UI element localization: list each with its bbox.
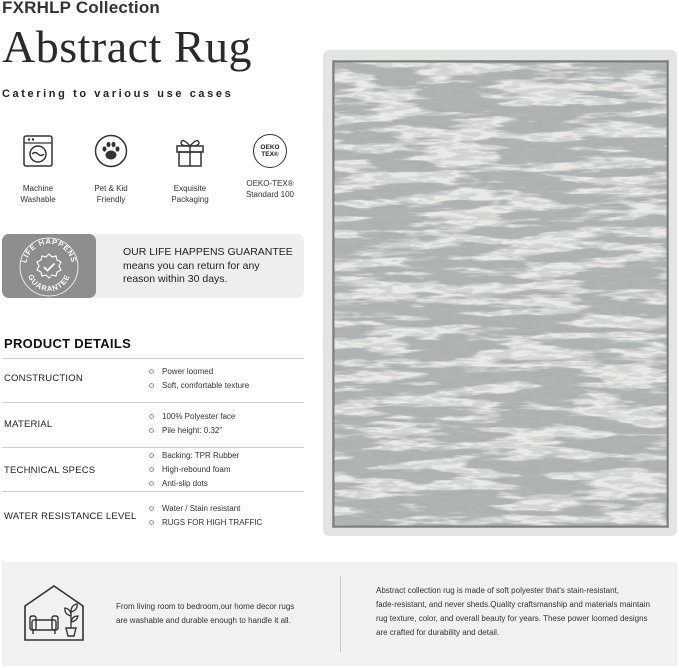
detail-item-text: Water / Stain resistant (162, 504, 241, 513)
product-details-title: PRODUCT DETAILS (4, 336, 132, 351)
detail-label-technical-specs: TECHNICAL SPECS (4, 465, 96, 476)
bullet-icon (149, 520, 154, 525)
abstract-rug-pattern (333, 61, 668, 527)
oeko-tex-icon (253, 134, 287, 168)
svg-text:GUARANTEE (26, 273, 72, 293)
detail-item-text: Pile height: 0.32" (162, 426, 223, 435)
detail-item-text: High-rebound foam (162, 465, 231, 474)
tex-text: TEX® (261, 151, 279, 158)
brand-name: FXRHLP Collection (2, 0, 160, 17)
detail-item (149, 367, 213, 376)
guarantee-line1: OUR LIFE HAPPENS GUARANTEE (123, 246, 293, 258)
feature-label-line2: Standard 100 (245, 190, 295, 199)
divider (2, 447, 304, 448)
feature-label-line1: Exquisite (173, 184, 207, 193)
tagline: Catering to various use cases (2, 88, 234, 100)
detail-item (149, 381, 249, 390)
bottom-info-panel (2, 562, 677, 666)
divider (2, 491, 304, 492)
detail-item-text: RUGS FOR HIGH TRAFFIC (162, 518, 263, 527)
detail-item-text: Backing: TPR Rubber (162, 451, 240, 460)
badge-bottom-text: GUARANTEE (26, 272, 72, 294)
bullet-icon (149, 369, 154, 374)
detail-item-text: Power loomed (162, 367, 214, 376)
washing-machine-icon (21, 134, 55, 168)
guarantee-badge (2, 234, 96, 298)
feature-label-line2: Washable (20, 195, 56, 204)
feature-label-line2: Friendly (96, 195, 126, 204)
bullet-icon (149, 481, 154, 486)
page-title: Abstract Rug (2, 21, 253, 72)
svg-text:LIFE HAPPENS (19, 237, 78, 264)
bottom-right-text (376, 584, 666, 640)
bottom-right-line3: rug texture, color, and overall beauty for years. These power loomed designs (376, 614, 648, 623)
detail-label-material: MATERIAL (4, 419, 53, 430)
feature-label-line1: Machine (22, 184, 54, 193)
bullet-icon (149, 453, 154, 458)
bullet-icon (149, 428, 154, 433)
bullet-icon (149, 414, 154, 419)
bottom-left-line1: From living room to bedroom,our home decor rugs (116, 602, 295, 611)
guarantee-panel (2, 234, 304, 298)
divider (340, 576, 341, 652)
rug-image (332, 60, 669, 528)
detail-item-text: Anti-slip dots (162, 479, 208, 488)
feature-label-line1: OEKO-TEX® (246, 179, 294, 188)
gift-box-icon (173, 134, 207, 168)
home-sofa-plant-icon (22, 582, 86, 642)
detail-label-water-resistance: WATER RESISTANCE LEVEL (4, 511, 137, 522)
bullet-icon (149, 467, 154, 472)
divider (2, 402, 304, 403)
bottom-left-text (116, 600, 326, 628)
detail-item (149, 426, 222, 435)
guarantee-text (123, 246, 298, 287)
detail-item (149, 465, 230, 474)
feature-pet-kid-friendly (75, 134, 147, 205)
feature-list (2, 134, 302, 214)
feature-exquisite-packaging (154, 134, 226, 205)
guarantee-line2: means you can return for any (123, 259, 260, 272)
bottom-right-line2: fade-resistant, and never sheds.Quality craftsmanship and materials maintain (376, 600, 650, 609)
guarantee-line3: reason within 30 days. (123, 273, 228, 285)
detail-item (149, 412, 235, 421)
rug-image-frame (323, 50, 677, 536)
detail-label-construction: CONSTRUCTION (4, 373, 83, 384)
detail-item-text: 100% Polyester face (162, 412, 236, 421)
bottom-left-line2: are washable and durable enough to handle it all. (116, 616, 291, 625)
feature-label-line2: Packaging (171, 195, 209, 204)
bottom-right-line1: Abstract collection rug is made of soft polyester that's stain-resistant, (376, 586, 619, 595)
feature-machine-washable (2, 134, 74, 205)
bullet-icon (149, 506, 154, 511)
badge-top-text: LIFE HAPPENS (19, 236, 79, 264)
divider (2, 358, 304, 359)
detail-item-text: Soft, comfortable texture (162, 381, 250, 390)
bullet-icon (149, 383, 154, 388)
detail-item (149, 504, 240, 513)
paw-print-icon (94, 134, 128, 168)
oeko-text: OEKO (260, 144, 280, 151)
detail-item (149, 479, 208, 488)
feature-oeko-tex (234, 134, 306, 200)
detail-item (149, 451, 239, 460)
detail-item (149, 518, 262, 527)
guarantee-seal-icon (2, 234, 96, 298)
feature-label-line1: Pet & Kid (94, 184, 128, 193)
bottom-right-line4: are crafted for durability and detail. (376, 628, 500, 637)
